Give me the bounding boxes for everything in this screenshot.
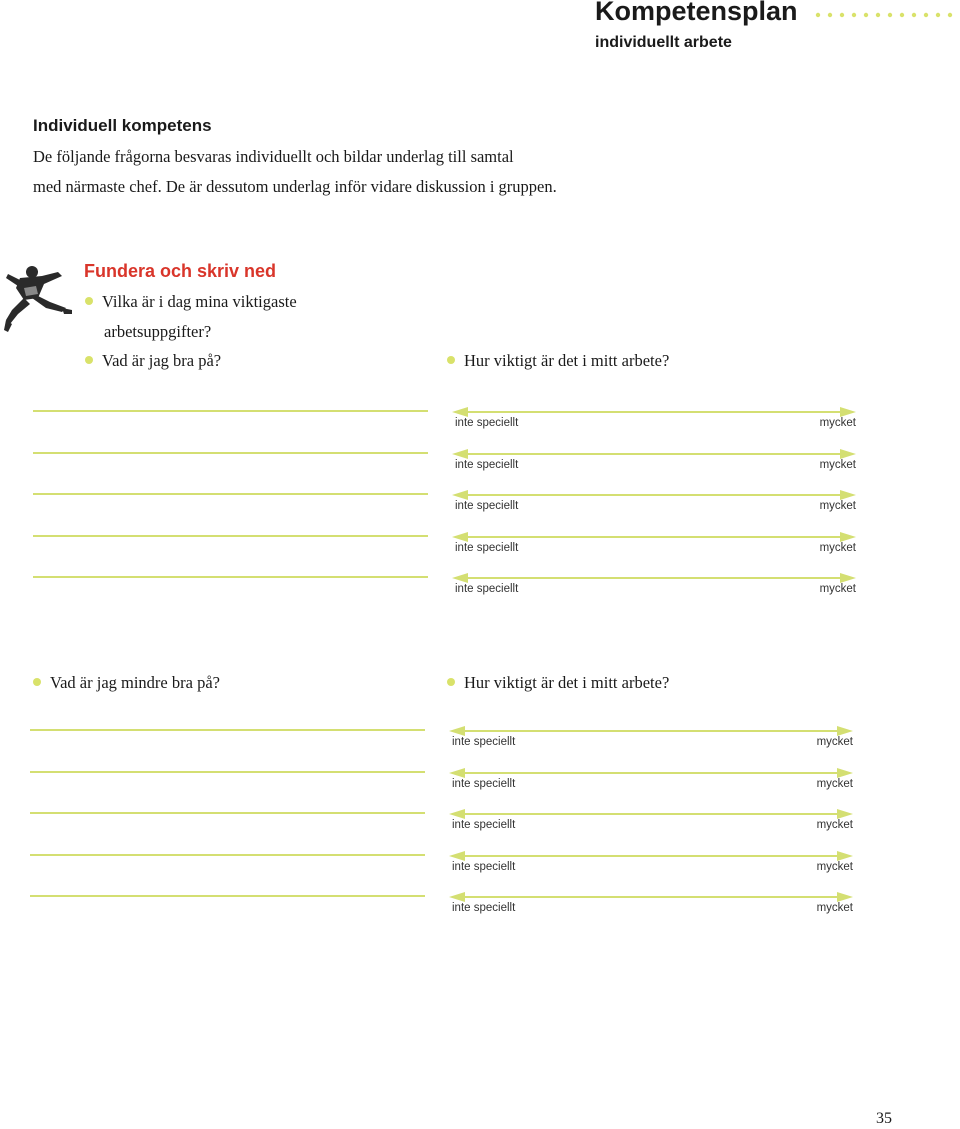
scale-max-label: mycket	[819, 500, 856, 512]
scale-max-label: mycket	[816, 861, 853, 873]
scale-max-label: mycket	[819, 583, 856, 595]
answer-line[interactable]	[30, 812, 425, 814]
scale-min-label: inte speciellt	[455, 500, 519, 512]
bullet-icon	[447, 356, 455, 364]
scale-max-label: mycket	[816, 902, 853, 914]
scale-max-label: mycket	[819, 542, 856, 554]
importance-scale[interactable]	[449, 808, 859, 840]
section-heading: Individuell kompetens	[33, 116, 212, 135]
importance-scale[interactable]	[449, 767, 859, 799]
answer-line[interactable]	[30, 895, 425, 897]
importance-scale[interactable]	[452, 531, 862, 563]
question-strengths: Vad är jag bra på?	[85, 351, 221, 371]
scale-max-label: mycket	[819, 459, 856, 471]
answer-line[interactable]	[30, 771, 425, 773]
answer-line[interactable]	[30, 854, 425, 856]
importance-scale[interactable]	[449, 725, 859, 757]
scale-min-label: inte speciellt	[452, 778, 516, 790]
scale-min-label: inte speciellt	[452, 819, 516, 831]
scale-max-label: mycket	[819, 417, 856, 429]
question-importance: Hur viktigt är det i mitt arbete?	[447, 351, 669, 371]
question-weaknesses: Vad är jag mindre bra på?	[33, 673, 220, 693]
question-tasks-continued: arbetsuppgifter?	[104, 322, 212, 341]
importance-scale[interactable]	[449, 850, 859, 882]
importance-scale[interactable]	[452, 406, 862, 438]
answer-line[interactable]	[30, 729, 425, 731]
answer-line[interactable]	[33, 452, 428, 454]
answer-line[interactable]	[33, 535, 428, 537]
page-number: 35	[876, 1110, 892, 1127]
scale-min-label: inte speciellt	[455, 417, 519, 429]
scale-min-label: inte speciellt	[452, 736, 516, 748]
page-subtitle: individuellt arbete	[595, 34, 732, 51]
scale-max-label: mycket	[816, 819, 853, 831]
scale-min-label: inte speciellt	[455, 459, 519, 471]
bullet-icon	[85, 356, 93, 364]
question-importance: Hur viktigt är det i mitt arbete?	[447, 673, 669, 693]
question-tasks: Vilka är i dag mina viktigaste	[85, 292, 297, 312]
page-title: Kompetensplan	[595, 0, 798, 26]
jumping-man-illustration	[2, 258, 74, 338]
bullet-icon	[447, 678, 455, 686]
decorative-dots	[815, 12, 960, 18]
importance-scale[interactable]	[452, 448, 862, 480]
scale-min-label: inte speciellt	[452, 902, 516, 914]
answer-line[interactable]	[33, 410, 428, 412]
answer-line[interactable]	[33, 576, 428, 578]
scale-max-label: mycket	[816, 778, 853, 790]
scale-min-label: inte speciellt	[455, 542, 519, 554]
importance-scale[interactable]	[452, 572, 862, 604]
answer-line[interactable]	[33, 493, 428, 495]
bullet-icon	[33, 678, 41, 686]
importance-scale[interactable]	[452, 489, 862, 521]
prompt-heading: Fundera och skriv ned	[84, 261, 277, 281]
scale-min-label: inte speciellt	[452, 861, 516, 873]
bullet-icon	[85, 297, 93, 305]
importance-scale[interactable]	[449, 891, 859, 923]
intro-text-line: med närmaste chef. De är dessutom underlag inför vidare diskussion i gruppen.	[33, 177, 557, 196]
scale-min-label: inte speciellt	[455, 583, 519, 595]
scale-max-label: mycket	[816, 736, 853, 748]
intro-text-line: De följande frågorna besvaras individuellt och bildar underlag till samtal	[33, 147, 514, 166]
